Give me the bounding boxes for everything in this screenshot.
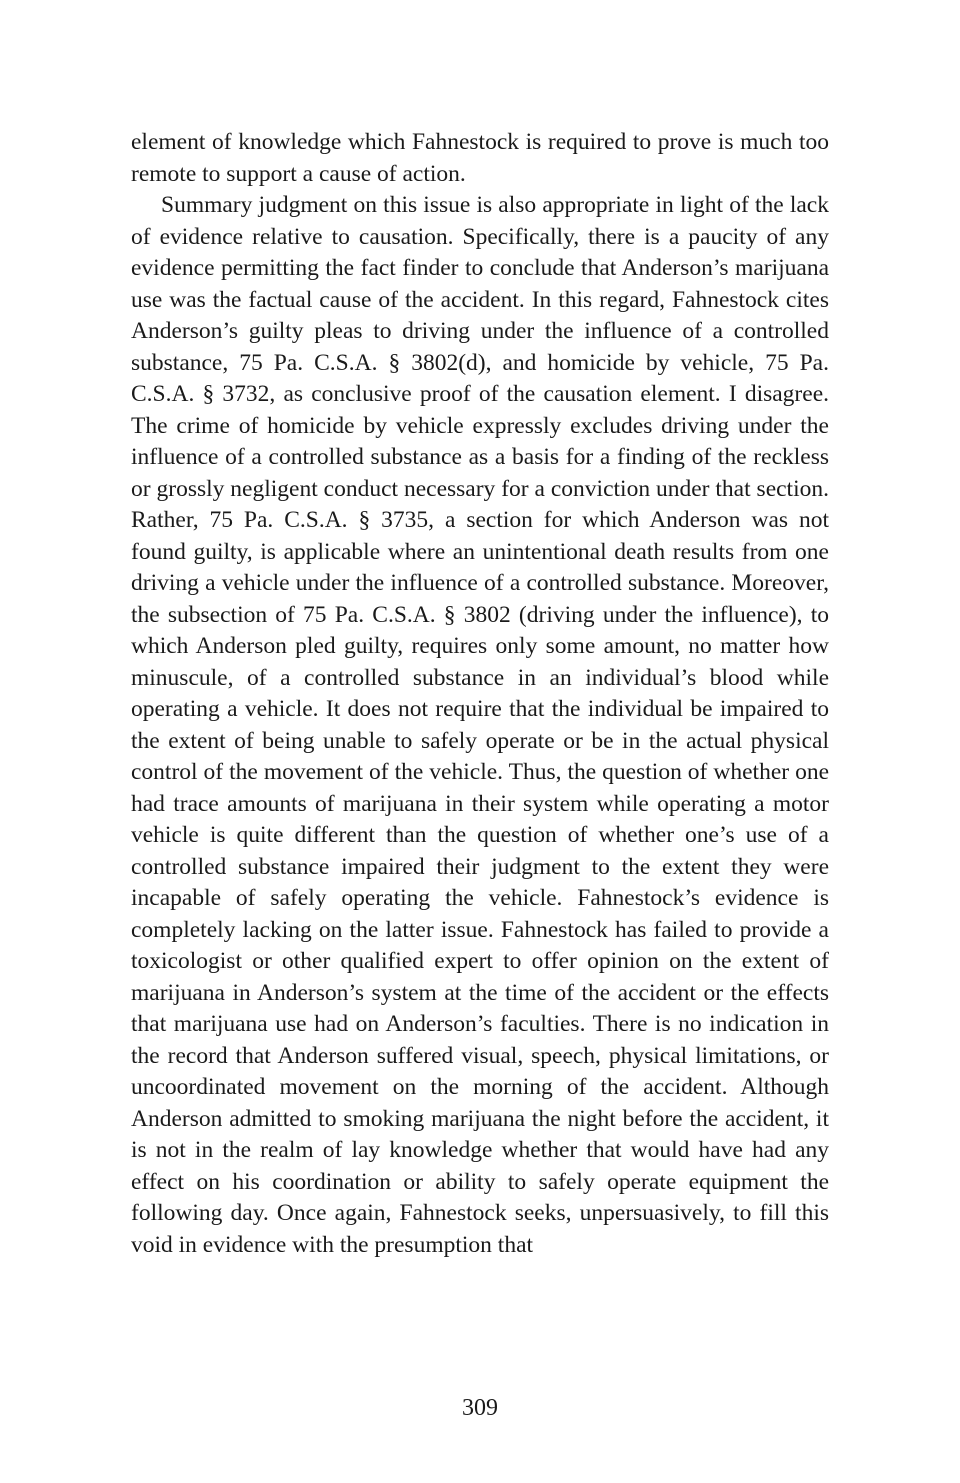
paragraph-causation: Summary judgment on this issue is also appropriate in light of the lack of evidence relative to causation. Specifically, there is a paucity of any evidence permitting the fact finder to conclude that Anderson’s marijuana use was the factual cause of the accident. In this regard, Fahnestock cites Anderson’s guilty pleas to driving under the influence of a controlled substance, 75 Pa. C.S.A. § 3802(d), and homicide by vehicle, 75 Pa. C.S.A. § 3732, as conclusive proof of the causation element. I disagree. The crime of homicide by vehicle expressly excludes driving under the influence of a controlled substance as a basis for a finding of the reckless or grossly negligent conduct necessary for a conviction under that section. Rather, 75 Pa. C.S.A. § 3735, a section for which Anderson was not found guilty, is applicable where an unintentional death results from one driving a vehicle under the influence of a controlled substance. Moreover, the subsection of 75 Pa. C.S.A. § 3802 (driving under the influence), to which Anderson pled guilty, requires only some amount, no matter how minuscule, of a controlled substance in an individual’s blood while operating a vehicle. It does not require that the individual be impaired to the extent of being unable to safely operate or be in the actual physical control of the movement of the vehicle. Thus, the question of whether one had trace amounts of marijuana in their system while operating a motor vehicle is quite different than the question of whether one’s use of a controlled substance impaired their judgment to the extent they were incapable of safely operating the vehicle. Fahnestock’s evidence is completely lacking on the latter issue. Fahnestock has failed to provide a toxicologist or other qualified expert to offer opinion on the extent of marijuana in Anderson’s system at the time of the accident or the effects that marijuana use had on Anderson’s faculties. There is no indication in the record that Anderson suffered visual, speech, physical limitations, or uncoordinated movement on the morning of the accident. Although Anderson admitted to smoking marijuana the night before the accident, it is not in the realm of lay knowledge whether that would have had any effect on his coordination or ability to safely operate equipment the following day. Once again, Fahnestock seeks, unpersuasively, to fill this void in evidence with the presumption that: [131, 192, 829, 1258]
document-body: [131, 127, 829, 1261]
paragraph-continuation: element of knowledge which Fahnestock is required to prove is much too remote to support a cause of action.: [131, 129, 829, 187]
page-number: 309: [462, 1395, 498, 1421]
